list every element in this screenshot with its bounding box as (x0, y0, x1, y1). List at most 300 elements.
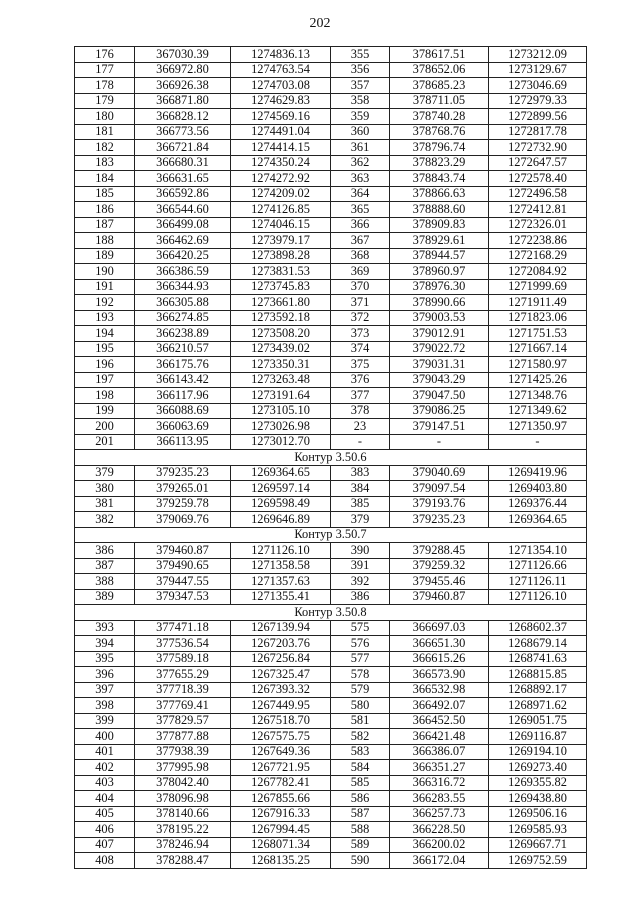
y-coordinate-cell: 1273046.69 (489, 78, 587, 94)
y-coordinate-cell: 1267449.95 (231, 698, 331, 714)
x-coordinate-cell: 377769.41 (135, 698, 231, 714)
point-number-cell: 179 (75, 93, 135, 109)
y-coordinate-cell: 1268892.17 (489, 682, 587, 698)
table-row (75, 403, 587, 419)
y-coordinate-cell: 1273350.31 (231, 357, 331, 373)
x-coordinate-cell: 366274.85 (135, 310, 231, 326)
x-coordinate-cell: 378976.30 (390, 279, 489, 295)
x-coordinate-cell: 366926.38 (135, 78, 231, 94)
y-coordinate-cell: 1273979.17 (231, 233, 331, 249)
y-coordinate-cell: 1271126.11 (489, 574, 587, 590)
y-coordinate-cell: 1268741.63 (489, 651, 587, 667)
x-coordinate-cell: 379235.23 (390, 512, 489, 528)
x-coordinate-cell: 378960.97 (390, 264, 489, 280)
point-number-cell: 357 (331, 78, 390, 94)
table-row (75, 78, 587, 94)
x-coordinate-cell: 379043.29 (390, 372, 489, 388)
x-coordinate-cell: 366088.69 (135, 403, 231, 419)
point-number-cell: 395 (75, 651, 135, 667)
x-coordinate-cell: 379259.78 (135, 496, 231, 512)
y-coordinate-cell: 1267139.94 (231, 620, 331, 636)
table-row (75, 279, 587, 295)
table-row (75, 651, 587, 667)
y-coordinate-cell: 1267256.84 (231, 651, 331, 667)
y-coordinate-cell: 1267393.32 (231, 682, 331, 698)
point-number-cell: 199 (75, 403, 135, 419)
x-coordinate-cell: 379031.31 (390, 357, 489, 373)
y-coordinate-cell: 1269403.80 (489, 481, 587, 497)
point-number-cell: 378 (331, 403, 390, 419)
y-coordinate-cell: 1269752.59 (489, 853, 587, 869)
y-coordinate-cell: 1271348.76 (489, 388, 587, 404)
y-coordinate-cell: 1269364.65 (231, 465, 331, 481)
point-number-cell: 189 (75, 248, 135, 264)
point-number-cell: 358 (331, 93, 390, 109)
contour-title: Контур 3.50.8 (75, 605, 587, 621)
point-number-cell: 360 (331, 124, 390, 140)
x-coordinate-cell: 366175.76 (135, 357, 231, 373)
y-coordinate-cell: 1273508.20 (231, 326, 331, 342)
x-coordinate-cell: 366305.88 (135, 295, 231, 311)
point-number-cell: 397 (75, 682, 135, 698)
x-coordinate-cell: 366172.04 (390, 853, 489, 869)
x-coordinate-cell: 366631.65 (135, 171, 231, 187)
x-coordinate-cell: 379347.53 (135, 589, 231, 605)
table-row (75, 357, 587, 373)
y-coordinate-cell: 1269597.14 (231, 481, 331, 497)
table-row (75, 682, 587, 698)
y-coordinate-cell: 1274836.13 (231, 47, 331, 63)
x-coordinate-cell: - (390, 434, 489, 450)
x-coordinate-cell: 379086.25 (390, 403, 489, 419)
table-row (75, 760, 587, 776)
point-number-cell: 589 (331, 837, 390, 853)
point-number-cell: 396 (75, 667, 135, 683)
x-coordinate-cell: 377938.39 (135, 744, 231, 760)
y-coordinate-cell: 1272496.58 (489, 186, 587, 202)
table-row (75, 806, 587, 822)
table-row (75, 171, 587, 187)
y-coordinate-cell: 1273745.83 (231, 279, 331, 295)
table-row (75, 713, 587, 729)
y-coordinate-cell: 1272979.33 (489, 93, 587, 109)
y-coordinate-cell: 1271126.66 (489, 558, 587, 574)
point-number-cell: 197 (75, 372, 135, 388)
table-row (75, 388, 587, 404)
point-number-cell: 180 (75, 109, 135, 125)
point-number-cell: 183 (75, 155, 135, 171)
point-number-cell: 390 (331, 543, 390, 559)
y-coordinate-cell: 1269051.75 (489, 713, 587, 729)
x-coordinate-cell: 378246.94 (135, 837, 231, 853)
table-row (75, 109, 587, 125)
x-coordinate-cell: 366257.73 (390, 806, 489, 822)
point-number-cell: 588 (331, 822, 390, 838)
table-row (75, 667, 587, 683)
y-coordinate-cell: 1269598.49 (231, 496, 331, 512)
point-number-cell: 405 (75, 806, 135, 822)
point-number-cell: 187 (75, 217, 135, 233)
point-number-cell: 368 (331, 248, 390, 264)
point-number-cell: 577 (331, 651, 390, 667)
point-number-cell: 181 (75, 124, 135, 140)
y-coordinate-cell: 1271358.58 (231, 558, 331, 574)
x-coordinate-cell: 366680.31 (135, 155, 231, 171)
y-coordinate-cell: 1273212.09 (489, 47, 587, 63)
y-coordinate-cell: 1269646.89 (231, 512, 331, 528)
x-coordinate-cell: 378990.66 (390, 295, 489, 311)
table-row (75, 744, 587, 760)
point-number-cell: 402 (75, 760, 135, 776)
point-number-cell: 587 (331, 806, 390, 822)
x-coordinate-cell: 378617.51 (390, 47, 489, 63)
x-coordinate-cell: 366592.86 (135, 186, 231, 202)
contour-header-row (75, 450, 587, 466)
y-coordinate-cell: 1273898.28 (231, 248, 331, 264)
y-coordinate-cell: 1273592.18 (231, 310, 331, 326)
table-row (75, 837, 587, 853)
y-coordinate-cell: 1274703.08 (231, 78, 331, 94)
x-coordinate-cell: 378768.76 (390, 124, 489, 140)
point-number-cell: 188 (75, 233, 135, 249)
y-coordinate-cell: 1269194.10 (489, 744, 587, 760)
y-coordinate-cell: 1272238.86 (489, 233, 587, 249)
y-coordinate-cell: 1271357.63 (231, 574, 331, 590)
table-row (75, 481, 587, 497)
table-row (75, 233, 587, 249)
y-coordinate-cell: 1267575.75 (231, 729, 331, 745)
point-number-cell: 196 (75, 357, 135, 373)
x-coordinate-cell: 366386.07 (390, 744, 489, 760)
y-coordinate-cell: 1267325.47 (231, 667, 331, 683)
x-coordinate-cell: 366351.27 (390, 760, 489, 776)
x-coordinate-cell: 378288.47 (135, 853, 231, 869)
y-coordinate-cell: 1273191.64 (231, 388, 331, 404)
y-coordinate-cell: 1274569.16 (231, 109, 331, 125)
point-number-cell: 366 (331, 217, 390, 233)
x-coordinate-cell: 379447.55 (135, 574, 231, 590)
table-row (75, 543, 587, 559)
y-coordinate-cell: 1273661.80 (231, 295, 331, 311)
point-number-cell: 406 (75, 822, 135, 838)
y-coordinate-cell: 1274414.15 (231, 140, 331, 156)
y-coordinate-cell: 1267203.76 (231, 636, 331, 652)
point-number-cell: 399 (75, 713, 135, 729)
point-number-cell: 579 (331, 682, 390, 698)
point-number-cell: 581 (331, 713, 390, 729)
point-number-cell: 586 (331, 791, 390, 807)
point-number-cell: 200 (75, 419, 135, 435)
y-coordinate-cell: 1274209.02 (231, 186, 331, 202)
page-number: 202 (309, 16, 331, 31)
point-number-cell: - (331, 434, 390, 450)
y-coordinate-cell: 1273439.02 (231, 341, 331, 357)
y-coordinate-cell: 1272578.40 (489, 171, 587, 187)
x-coordinate-cell: 366651.30 (390, 636, 489, 652)
point-number-cell: 193 (75, 310, 135, 326)
point-number-cell: 387 (75, 558, 135, 574)
x-coordinate-cell: 378140.66 (135, 806, 231, 822)
x-coordinate-cell: 366113.95 (135, 434, 231, 450)
point-number-cell: 201 (75, 434, 135, 450)
x-coordinate-cell: 378740.28 (390, 109, 489, 125)
point-number-cell: 381 (75, 496, 135, 512)
point-number-cell: 575 (331, 620, 390, 636)
x-coordinate-cell: 366544.60 (135, 202, 231, 218)
x-coordinate-cell: 378652.06 (390, 62, 489, 78)
x-coordinate-cell: 366386.59 (135, 264, 231, 280)
point-number-cell: 384 (331, 481, 390, 497)
y-coordinate-cell: 1273263.48 (231, 372, 331, 388)
y-coordinate-cell: - (489, 434, 587, 450)
y-coordinate-cell: 1274126.85 (231, 202, 331, 218)
x-coordinate-cell: 366210.57 (135, 341, 231, 357)
y-coordinate-cell: 1274763.54 (231, 62, 331, 78)
x-coordinate-cell: 366228.50 (390, 822, 489, 838)
point-number-cell: 356 (331, 62, 390, 78)
table-row (75, 310, 587, 326)
x-coordinate-cell: 366143.42 (135, 372, 231, 388)
point-number-cell: 389 (75, 589, 135, 605)
point-number-cell: 391 (331, 558, 390, 574)
table-row (75, 248, 587, 264)
y-coordinate-cell: 1271667.14 (489, 341, 587, 357)
y-coordinate-cell: 1271355.41 (231, 589, 331, 605)
x-coordinate-cell: 379003.53 (390, 310, 489, 326)
y-coordinate-cell: 1273012.70 (231, 434, 331, 450)
x-coordinate-cell: 378711.05 (390, 93, 489, 109)
point-number-cell: 23 (331, 419, 390, 435)
x-coordinate-cell: 377471.18 (135, 620, 231, 636)
point-number-cell: 576 (331, 636, 390, 652)
y-coordinate-cell: 1273105.10 (231, 403, 331, 419)
point-number-cell: 192 (75, 295, 135, 311)
point-number-cell: 194 (75, 326, 135, 342)
point-number-cell: 362 (331, 155, 390, 171)
contour-title: Контур 3.50.7 (75, 527, 587, 543)
point-number-cell: 182 (75, 140, 135, 156)
point-number-cell: 371 (331, 295, 390, 311)
point-number-cell: 186 (75, 202, 135, 218)
point-number-cell: 585 (331, 775, 390, 791)
y-coordinate-cell: 1269273.40 (489, 760, 587, 776)
x-coordinate-cell: 379193.76 (390, 496, 489, 512)
x-coordinate-cell: 366492.07 (390, 698, 489, 714)
table-row (75, 93, 587, 109)
x-coordinate-cell: 378195.22 (135, 822, 231, 838)
point-number-cell: 373 (331, 326, 390, 342)
point-number-cell: 382 (75, 512, 135, 528)
y-coordinate-cell: 1267518.70 (231, 713, 331, 729)
table-row (75, 574, 587, 590)
y-coordinate-cell: 1269376.44 (489, 496, 587, 512)
x-coordinate-cell: 366462.69 (135, 233, 231, 249)
coordinates-table-body (75, 47, 587, 869)
x-coordinate-cell: 379460.87 (135, 543, 231, 559)
y-coordinate-cell: 1267994.45 (231, 822, 331, 838)
x-coordinate-cell: 378909.83 (390, 217, 489, 233)
point-number-cell: 195 (75, 341, 135, 357)
point-number-cell: 176 (75, 47, 135, 63)
x-coordinate-cell: 366238.89 (135, 326, 231, 342)
y-coordinate-cell: 1271349.62 (489, 403, 587, 419)
point-number-cell: 385 (331, 496, 390, 512)
table-row (75, 822, 587, 838)
table-row (75, 853, 587, 869)
y-coordinate-cell: 1267649.36 (231, 744, 331, 760)
x-coordinate-cell: 379235.23 (135, 465, 231, 481)
table-row (75, 791, 587, 807)
point-number-cell: 355 (331, 47, 390, 63)
x-coordinate-cell: 377655.29 (135, 667, 231, 683)
x-coordinate-cell: 366697.03 (390, 620, 489, 636)
point-number-cell: 380 (75, 481, 135, 497)
point-number-cell: 388 (75, 574, 135, 590)
x-coordinate-cell: 366200.02 (390, 837, 489, 853)
point-number-cell: 372 (331, 310, 390, 326)
table-row (75, 496, 587, 512)
y-coordinate-cell: 1267782.41 (231, 775, 331, 791)
x-coordinate-cell: 367030.39 (135, 47, 231, 63)
x-coordinate-cell: 366573.90 (390, 667, 489, 683)
point-number-cell: 578 (331, 667, 390, 683)
table-row (75, 512, 587, 528)
x-coordinate-cell: 366721.84 (135, 140, 231, 156)
point-number-cell: 392 (331, 574, 390, 590)
y-coordinate-cell: 1268602.37 (489, 620, 587, 636)
x-coordinate-cell: 378823.29 (390, 155, 489, 171)
point-number-cell: 407 (75, 837, 135, 853)
x-coordinate-cell: 379147.51 (390, 419, 489, 435)
point-number-cell: 364 (331, 186, 390, 202)
x-coordinate-cell: 379040.69 (390, 465, 489, 481)
point-number-cell: 590 (331, 853, 390, 869)
x-coordinate-cell: 366316.72 (390, 775, 489, 791)
point-number-cell: 375 (331, 357, 390, 373)
point-number-cell: 376 (331, 372, 390, 388)
x-coordinate-cell: 377995.98 (135, 760, 231, 776)
table-row (75, 155, 587, 171)
y-coordinate-cell: 1273129.67 (489, 62, 587, 78)
x-coordinate-cell: 378042.40 (135, 775, 231, 791)
point-number-cell: 408 (75, 853, 135, 869)
x-coordinate-cell: 377718.39 (135, 682, 231, 698)
y-coordinate-cell: 1268071.34 (231, 837, 331, 853)
table-row (75, 419, 587, 435)
point-number-cell: 379 (331, 512, 390, 528)
y-coordinate-cell: 1272899.56 (489, 109, 587, 125)
point-number-cell: 394 (75, 636, 135, 652)
table-row (75, 589, 587, 605)
contour-header-row (75, 527, 587, 543)
y-coordinate-cell: 1274350.24 (231, 155, 331, 171)
x-coordinate-cell: 366063.69 (135, 419, 231, 435)
point-number-cell: 401 (75, 744, 135, 760)
x-coordinate-cell: 379455.46 (390, 574, 489, 590)
point-number-cell: 361 (331, 140, 390, 156)
table-row (75, 465, 587, 481)
coordinates-table (74, 46, 587, 869)
point-number-cell: 383 (331, 465, 390, 481)
y-coordinate-cell: 1269364.65 (489, 512, 587, 528)
x-coordinate-cell: 378929.61 (390, 233, 489, 249)
x-coordinate-cell: 379265.01 (135, 481, 231, 497)
y-coordinate-cell: 1274491.04 (231, 124, 331, 140)
y-coordinate-cell: 1271126.10 (489, 589, 587, 605)
x-coordinate-cell: 379288.45 (390, 543, 489, 559)
point-number-cell: 178 (75, 78, 135, 94)
point-number-cell: 367 (331, 233, 390, 249)
table-row (75, 62, 587, 78)
x-coordinate-cell: 366420.25 (135, 248, 231, 264)
x-coordinate-cell: 379069.76 (135, 512, 231, 528)
table-row (75, 202, 587, 218)
table-row (75, 140, 587, 156)
x-coordinate-cell: 378888.60 (390, 202, 489, 218)
y-coordinate-cell: 1271425.26 (489, 372, 587, 388)
y-coordinate-cell: 1269585.93 (489, 822, 587, 838)
point-number-cell: 177 (75, 62, 135, 78)
point-number-cell: 359 (331, 109, 390, 125)
table-row (75, 124, 587, 140)
y-coordinate-cell: 1268679.14 (489, 636, 587, 652)
y-coordinate-cell: 1269419.96 (489, 465, 587, 481)
point-number-cell: 398 (75, 698, 135, 714)
point-number-cell: 365 (331, 202, 390, 218)
y-coordinate-cell: 1269667.71 (489, 837, 587, 853)
y-coordinate-cell: 1267855.66 (231, 791, 331, 807)
table-row (75, 372, 587, 388)
x-coordinate-cell: 378685.23 (390, 78, 489, 94)
y-coordinate-cell: 1272168.29 (489, 248, 587, 264)
y-coordinate-cell: 1271580.97 (489, 357, 587, 373)
x-coordinate-cell: 379259.32 (390, 558, 489, 574)
x-coordinate-cell: 377589.18 (135, 651, 231, 667)
x-coordinate-cell: 366828.12 (135, 109, 231, 125)
point-number-cell: 369 (331, 264, 390, 280)
point-number-cell: 400 (75, 729, 135, 745)
x-coordinate-cell: 378866.63 (390, 186, 489, 202)
y-coordinate-cell: 1271823.06 (489, 310, 587, 326)
y-coordinate-cell: 1272326.01 (489, 217, 587, 233)
x-coordinate-cell: 379022.72 (390, 341, 489, 357)
y-coordinate-cell: 1273831.53 (231, 264, 331, 280)
y-coordinate-cell: 1273026.98 (231, 419, 331, 435)
y-coordinate-cell: 1274272.92 (231, 171, 331, 187)
x-coordinate-cell: 378796.74 (390, 140, 489, 156)
x-coordinate-cell: 377877.88 (135, 729, 231, 745)
y-coordinate-cell: 1269116.87 (489, 729, 587, 745)
y-coordinate-cell: 1271751.53 (489, 326, 587, 342)
y-coordinate-cell: 1268815.85 (489, 667, 587, 683)
table-row (75, 47, 587, 63)
x-coordinate-cell: 366532.98 (390, 682, 489, 698)
y-coordinate-cell: 1272084.92 (489, 264, 587, 280)
x-coordinate-cell: 378096.98 (135, 791, 231, 807)
x-coordinate-cell: 377829.57 (135, 713, 231, 729)
table-row (75, 636, 587, 652)
point-number-cell: 198 (75, 388, 135, 404)
y-coordinate-cell: 1271911.49 (489, 295, 587, 311)
point-number-cell: 580 (331, 698, 390, 714)
table-row (75, 698, 587, 714)
point-number-cell: 190 (75, 264, 135, 280)
x-coordinate-cell: 379490.65 (135, 558, 231, 574)
point-number-cell: 184 (75, 171, 135, 187)
x-coordinate-cell: 378944.57 (390, 248, 489, 264)
table-row (75, 295, 587, 311)
x-coordinate-cell: 379460.87 (390, 589, 489, 605)
